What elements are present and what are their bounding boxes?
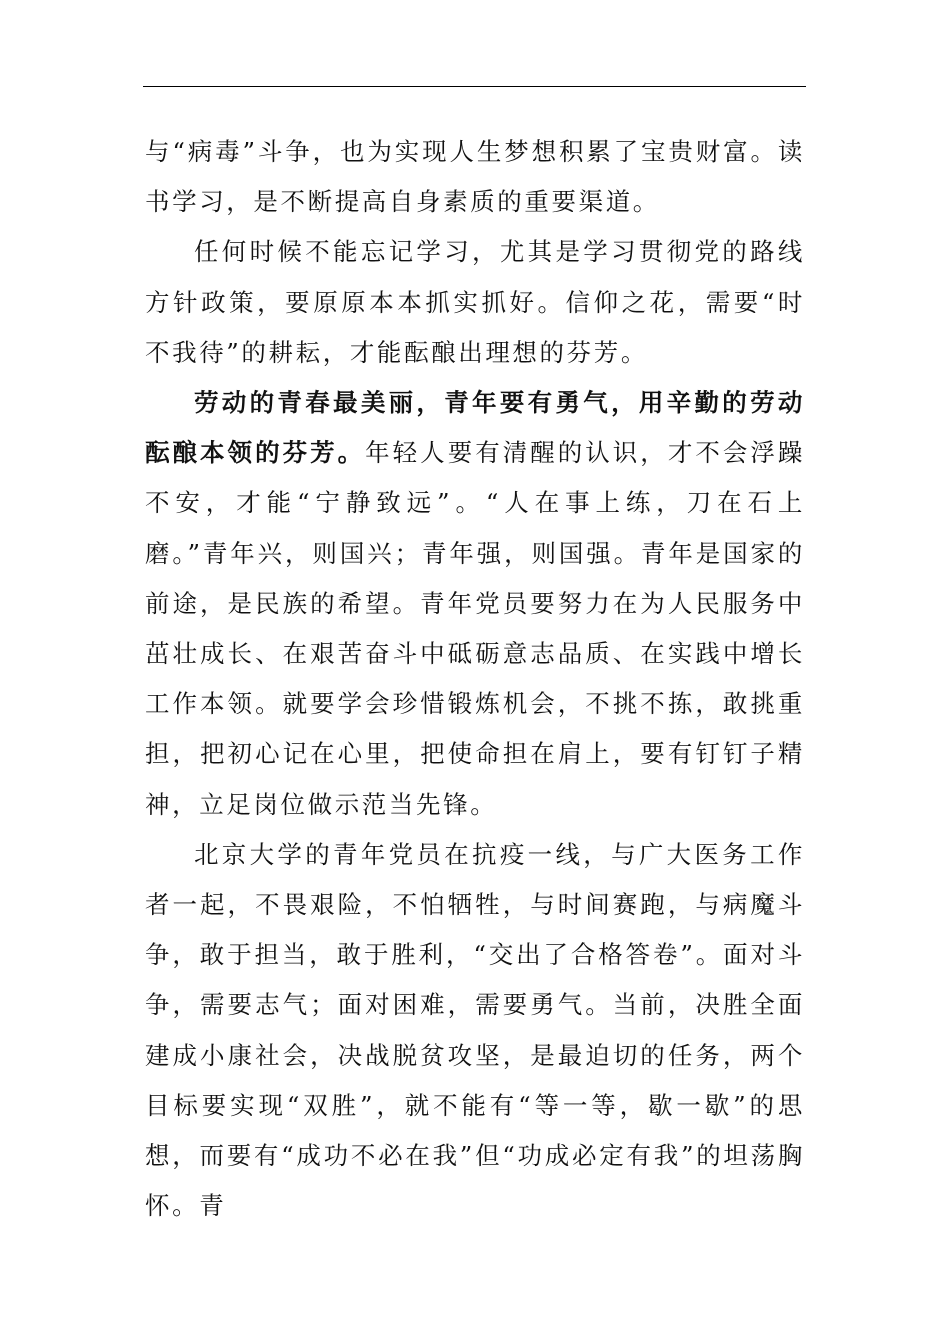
paragraph-text: 任何时候不能忘记学习，尤其是学习贯彻党的路线方针政策，要原原本本抓实抓好。信仰之花，需要“时不我待”的耕耘，才能酝酿出理想的芬芳。	[145, 237, 805, 367]
paragraph-bold-lead: 劳动的青春最美丽，青年要有勇气，用辛勤的劳动酝酿本领的芬芳。	[145, 388, 805, 468]
paragraph-3	[145, 378, 805, 830]
paragraph-1	[145, 127, 805, 227]
paragraph-text: 与“病毒”斗争，也为实现人生梦想积累了宝贵财富。读书学习，是不断提高自身素质的重要渠道。	[145, 137, 805, 217]
paragraph-4	[145, 830, 805, 1232]
paragraph-text: 北京大学的青年党员在抗疫一线，与广大医务工作者一起，不畏艰险，不怕牺牲，与时间赛跑，与病魔斗争，敢于担当，敢于胜利，“交出了合格答卷”。面对斗争，需要志气；面对困难，需要勇气。当前，决胜全面建成小康社会，决战脱贫攻坚，是最迫切的任务，两个目标要实现“双胜”，就不能有“等一等，歇一歇”的思想，而要有“成功不必在我”但“功成必定有我”的坦荡胸怀。青	[145, 839, 805, 1221]
document-body	[145, 127, 805, 1231]
header-rule	[143, 86, 806, 87]
paragraph-2	[145, 227, 805, 378]
paragraph-text: 年轻人要有清醒的认识，才不会浮躁不安，才能“宁静致远”。“人在事上练，刀在石上磨。”青年兴，则国兴；青年强，则国强。青年是国家的前途，是民族的希望。青年党员要努力在为人民服务中茁壮成长、在艰苦奋斗中砥砺意志品质、在实践中增长工作本领。就要学会珍惜锻炼机会，不挑不拣，敢挑重担，把初心记在心里，把使命担在肩上，要有钉钉子精神，立足岗位做示范当先锋。	[145, 438, 805, 819]
